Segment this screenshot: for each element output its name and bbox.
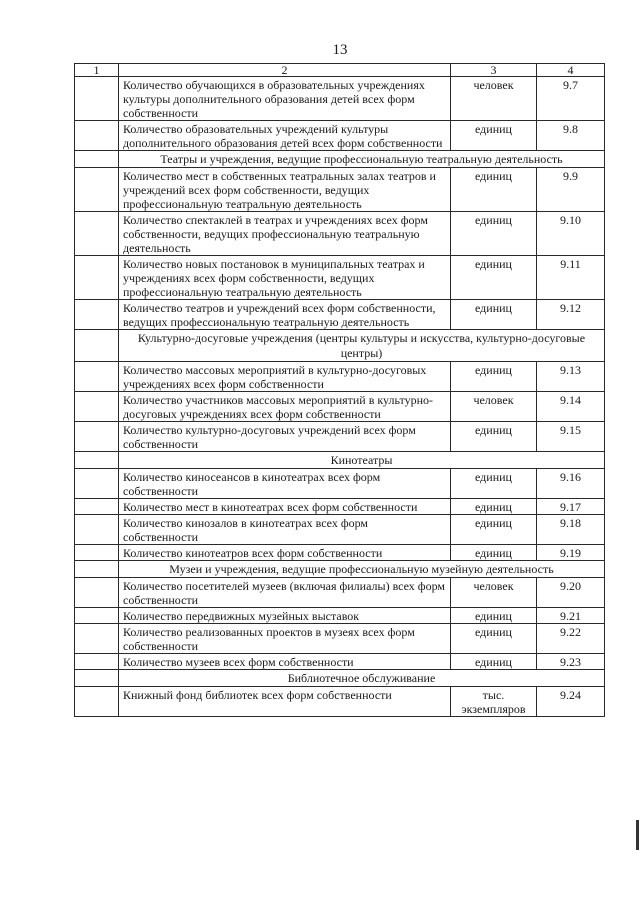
unit-of-measure: единиц <box>451 515 537 545</box>
row-number-cell <box>75 687 119 717</box>
row-number-cell <box>75 256 119 300</box>
section-title: Библиотечное обслуживание <box>119 670 605 687</box>
table-row <box>75 499 605 515</box>
row-number-cell <box>75 121 119 151</box>
unit-of-measure: единиц <box>451 469 537 499</box>
section-header-row <box>75 670 605 687</box>
row-number-cell <box>75 654 119 670</box>
indicator-code: 9.13 <box>537 362 605 392</box>
row-number-cell <box>75 545 119 561</box>
indicator-code: 9.16 <box>537 469 605 499</box>
table-row <box>75 515 605 545</box>
table-header-row <box>75 64 605 77</box>
indicators-table <box>74 63 605 717</box>
scan-edge-mark <box>636 820 639 850</box>
indicator-code: 9.9 <box>537 168 605 212</box>
indicator-code: 9.19 <box>537 545 605 561</box>
table-row <box>75 392 605 422</box>
indicator-name: Количество реализованных проектов в музеях всех форм собственности <box>119 624 451 654</box>
indicator-code: 9.22 <box>537 624 605 654</box>
table-row <box>75 545 605 561</box>
indicator-name: Количество мест в собственных театральных залах театров и учреждений всех форм собственности, ведущих профессиональную театральную деятельность <box>119 168 451 212</box>
unit-of-measure: единиц <box>451 121 537 151</box>
unit-of-measure: единиц <box>451 545 537 561</box>
indicator-name: Количество образовательных учреждений культуры дополнительного образования детей всех форм собственности <box>119 121 451 151</box>
unit-of-measure: человек <box>451 77 537 121</box>
row-number-cell <box>75 624 119 654</box>
page-number: 13 <box>332 42 348 58</box>
indicator-code: 9.11 <box>537 256 605 300</box>
unit-of-measure: единиц <box>451 608 537 624</box>
section-header-row <box>75 561 605 578</box>
indicator-code: 9.15 <box>537 422 605 452</box>
indicator-name: Количество мест в кинотеатрах всех форм собственности <box>119 499 451 515</box>
header-col-1: 1 <box>75 64 119 77</box>
header-col-4: 4 <box>537 64 605 77</box>
section-title: Кинотеатры <box>119 452 605 469</box>
section-title: Музеи и учреждения, ведущие профессиональную музейную деятельность <box>119 561 605 578</box>
indicator-code: 9.21 <box>537 608 605 624</box>
table-row <box>75 654 605 670</box>
indicator-name: Количество киносеансов в кинотеатрах всех форм собственности <box>119 469 451 499</box>
indicator-name: Количество участников массовых мероприятий в культурно-досуговых учреждениях всех форм собственности <box>119 392 451 422</box>
table-row <box>75 168 605 212</box>
row-number-cell <box>75 670 119 687</box>
indicator-code: 9.14 <box>537 392 605 422</box>
section-header-row <box>75 151 605 168</box>
table-row <box>75 687 605 717</box>
row-number-cell <box>75 168 119 212</box>
row-number-cell <box>75 362 119 392</box>
unit-of-measure: единиц <box>451 300 537 330</box>
table-row <box>75 624 605 654</box>
row-number-cell <box>75 561 119 578</box>
row-number-cell <box>75 212 119 256</box>
indicator-name: Количество спектаклей в театрах и учреждениях всех форм собственности, ведущих профессиональную театральную деятельность <box>119 212 451 256</box>
indicator-code: 9.20 <box>537 578 605 608</box>
row-number-cell <box>75 578 119 608</box>
indicator-code: 9.7 <box>537 77 605 121</box>
indicator-code: 9.12 <box>537 300 605 330</box>
table-row <box>75 422 605 452</box>
header-col-2: 2 <box>119 64 451 77</box>
section-title: Театры и учреждения, ведущие профессиональную театральную деятельность <box>119 151 605 168</box>
indicator-name: Количество массовых мероприятий в культурно-досуговых учреждениях всех форм собственности <box>119 362 451 392</box>
row-number-cell <box>75 499 119 515</box>
table-row <box>75 578 605 608</box>
unit-of-measure: единиц <box>451 654 537 670</box>
row-number-cell <box>75 300 119 330</box>
unit-of-measure: единиц <box>451 168 537 212</box>
unit-of-measure: тыс. экземпляров <box>451 687 537 717</box>
unit-of-measure: единиц <box>451 422 537 452</box>
unit-of-measure: единиц <box>451 212 537 256</box>
row-number-cell <box>75 469 119 499</box>
section-title: Культурно-досуговые учреждения (центры культуры и искусства, культурно-досуговые центры) <box>119 330 605 362</box>
unit-of-measure: единиц <box>451 256 537 300</box>
indicator-name: Количество кинотеатров всех форм собственности <box>119 545 451 561</box>
table-row <box>75 362 605 392</box>
indicator-name: Книжный фонд библиотек всех форм собственности <box>119 687 451 717</box>
table-row <box>75 300 605 330</box>
table-row <box>75 608 605 624</box>
row-number-cell <box>75 330 119 362</box>
indicator-code: 9.17 <box>537 499 605 515</box>
table-row <box>75 77 605 121</box>
table-row <box>75 256 605 300</box>
table-row <box>75 212 605 256</box>
unit-of-measure: единиц <box>451 499 537 515</box>
row-number-cell <box>75 77 119 121</box>
indicator-name: Количество обучающихся в образовательных учреждениях культуры дополнительного образования детей всех форм собственности <box>119 77 451 121</box>
row-number-cell <box>75 422 119 452</box>
unit-of-measure: человек <box>451 392 537 422</box>
unit-of-measure: единиц <box>451 362 537 392</box>
table-row <box>75 121 605 151</box>
indicator-name: Количество культурно-досуговых учреждений всех форм собственности <box>119 422 451 452</box>
indicator-code: 9.24 <box>537 687 605 717</box>
unit-of-measure: единиц <box>451 624 537 654</box>
row-number-cell <box>75 151 119 168</box>
header-col-3: 3 <box>451 64 537 77</box>
indicator-name: Количество посетителей музеев (включая филиалы) всех форм собственности <box>119 578 451 608</box>
indicator-name: Количество кинозалов в кинотеатрах всех форм собственности <box>119 515 451 545</box>
indicator-name: Количество передвижных музейных выставок <box>119 608 451 624</box>
section-header-row <box>75 452 605 469</box>
indicator-code: 9.18 <box>537 515 605 545</box>
table-body <box>75 77 605 717</box>
row-number-cell <box>75 452 119 469</box>
indicator-code: 9.8 <box>537 121 605 151</box>
row-number-cell <box>75 515 119 545</box>
section-header-row <box>75 330 605 362</box>
row-number-cell <box>75 608 119 624</box>
indicator-name: Количество музеев всех форм собственности <box>119 654 451 670</box>
unit-of-measure: человек <box>451 578 537 608</box>
indicator-name: Количество театров и учреждений всех форм собственности, ведущих профессиональную театральную деятельность <box>119 300 451 330</box>
indicator-code: 9.10 <box>537 212 605 256</box>
indicator-code: 9.23 <box>537 654 605 670</box>
row-number-cell <box>75 392 119 422</box>
table-row <box>75 469 605 499</box>
indicator-name: Количество новых постановок в муниципальных театрах и учреждениях всех форм собственности, ведущих профессиональную театральную деятельность <box>119 256 451 300</box>
